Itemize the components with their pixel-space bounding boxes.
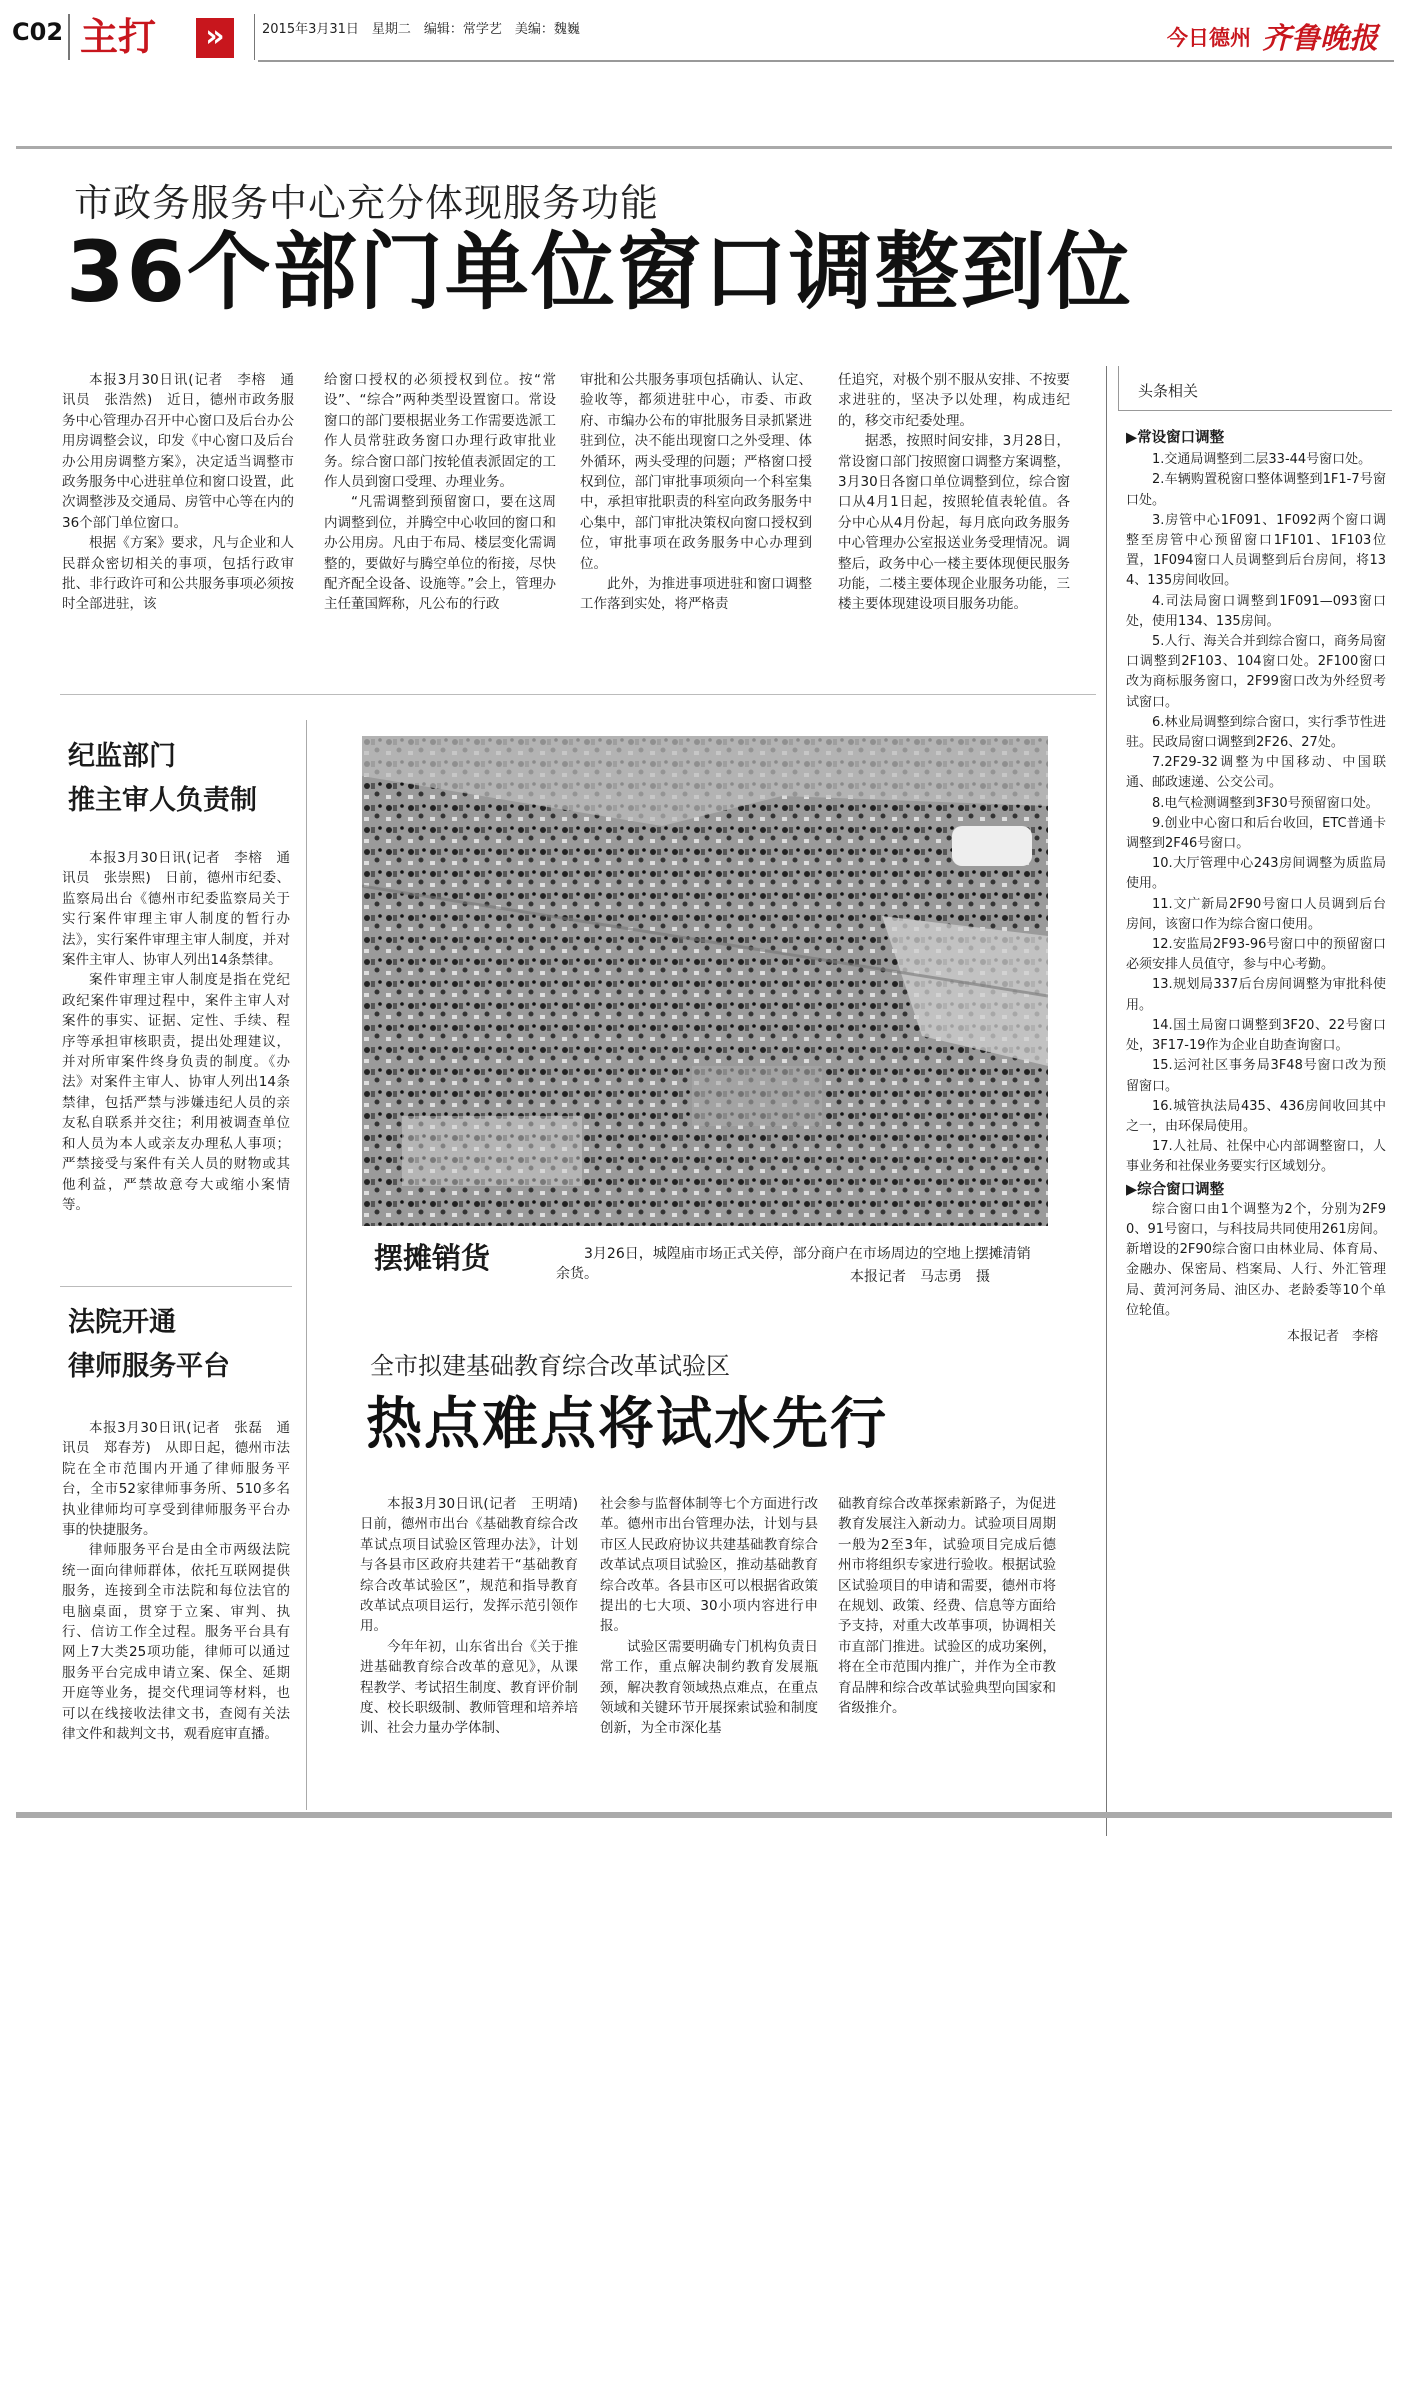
- issue-meta: 2015年3月31日 星期二 编辑：常学艺 美编：魏巍: [262, 22, 580, 37]
- lead-bottom-rule: [60, 694, 1096, 695]
- lead-col3-p1: 审批和公共服务事项包括确认、认定、验收等，都须进驻中心，市委、市政府、市编办公布的审批服务目录抓紧进驻到位，决不能出现窗口之外受理、体外循环，两头受理的问题；严格窗口授权到位，部门审批事项须向一个科室集中，承担审批职责的科室向政务服务中心集中，部门审批决策权向窗口授权到位，审批事项在政务服务中心办理到位。: [580, 372, 812, 572]
- lead-col3-p2: 此外，为推进事项进驻和窗口调整工作落到实处，将严格责: [580, 576, 812, 613]
- sidebar-divider: [1106, 366, 1107, 1836]
- sidebar-item-16: 16.城管执法局435、436房间收回其中之一，由环保局使用。: [1126, 1098, 1386, 1134]
- lead-col-4: [838, 370, 1070, 615]
- education-col-1: [360, 1494, 592, 1739]
- sidebar-item-3: 3.房管中心1F091、1F092两个窗口调整至房管中心预留窗口1F101、1F103位置，1F094窗口人员调整到后台房间，将134、135房间收回。: [1126, 512, 1386, 589]
- market-photo-image: [362, 736, 1048, 1226]
- bottom-rule: [16, 1812, 1392, 1818]
- brand-right: 齐鲁晚报: [1262, 21, 1379, 55]
- court-p1: 本报3月30日讯(记者 张磊 通讯员 郑春芳) 从即日起，德州市法院在全市范围内开通了律师服务平台，全市52家律师事务所、510多名执业律师均可享受到律师服务平台办事的快捷服务。: [62, 1420, 290, 1539]
- education-col3-p1: 础教育综合改革探索新路子，为促进教育发展注入新动力。试验项目周期一般为2至3年，试验项目完成后德州市将组织专家进行验收。根据试验区试验项目的申请和需要，德州市将在规划、政策、经费、信息等方面给予支持，对重大改革事项，协调相关市直部门推进。试验区的成功案例，将在全市范围内推广，并作为全市教育品牌和综合改革试验典型向国家和省级推介。: [838, 1496, 1056, 1717]
- sidebar-comprehensive: 综合窗口由1个调整为2个，分别为2F90、91号窗口，与科技局共同使用261房间。新增设的2F90综合窗口由林业局、体育局、金融办、保密局、档案局、人行、外汇管理局、黄河河务局、油区办、老龄委等10个单位轮值。: [1126, 1201, 1386, 1318]
- education-kicker: 全市拟建基础教育综合改革试验区: [370, 1352, 730, 1380]
- lead-col4-p2: 据悉，按照时间安排，3月28日，常设窗口部门按照窗口调整方案调整，3月30日各窗口单位调整到位，综合窗口从4月1日起，按照轮值表轮值。各分中心从4月份起，每月底向政务服务中心管理办公室报送业务受理情况。调整后，政务中心一楼主要体现便民服务功能，二楼主要体现企业服务功能，三楼主要体现建设项目服务功能。: [838, 433, 1070, 613]
- education-col-2: [600, 1494, 818, 1739]
- lead-col-3: [580, 370, 812, 615]
- discipline-title-2: 推主审人负责制: [68, 785, 257, 816]
- sidebar-item-17: 17.人社局、社保中心内部调整窗口，人事业务和社保业务要实行区域划分。: [1126, 1139, 1386, 1175]
- top-rule: [16, 146, 1392, 149]
- sidebar-item-7: 7.2F29-32调整为中国移动、中国联通、邮政速递、公交公司。: [1126, 755, 1386, 791]
- lead-col2-p1: 给窗口授权的必须授权到位。按“常设”、“综合”两种类型设置窗口。常设窗口的部门要根据业务工作需要选派工作人员常驻政务窗口办理行政审批业务。综合窗口部门按轮值表派固定的工作人员到窗口受理、办理业务。: [324, 372, 556, 491]
- sidebar-item-14: 14.国土局窗口调整到3F20、22号窗口处，3F17-19作为企业自助查询窗口。: [1126, 1017, 1386, 1054]
- court-body: [62, 1418, 290, 1745]
- sidebar-item-5: 5.人行、海关合并到综合窗口，商务局窗口调整到2F103、104窗口处。2F100窗口改为商标服务窗口，2F99窗口改为外经贸考试窗口。: [1126, 634, 1386, 710]
- lead-col-2: [324, 370, 556, 615]
- page-number: C02: [12, 18, 64, 46]
- education-col1-p2: 今年年初，山东省出台《关于推进基础教育综合改革的意见》，从课程教学、考试招生制度、教育评价制度、校长职级制、教师管理和培养培训、社会力量办学体制、: [360, 1638, 578, 1737]
- sidebar-item-9: 9.创业中心窗口和后台收回，ETC普通卡调整到2F46号窗口。: [1126, 815, 1386, 852]
- sidebar-box: [1118, 366, 1392, 1856]
- photo-caption-title: 摆摊销货: [374, 1241, 491, 1275]
- sidebar-label-rule-left: [1118, 366, 1119, 410]
- sidebar-item-10: 10.大厅管理中心243房间调整为质监局使用。: [1126, 856, 1386, 892]
- discipline-p1: 本报3月30日讯(记者 李榕 通讯员 张崇熙) 日前，德州市纪委、监察局出台《德州市纪委监察局关于实行案件审理主审人制度的暂行办法》，实行案件审理主审人制度，并对案件主审人、协审人列出14条禁律。: [62, 850, 290, 969]
- lead-col4-p1: 任追究，对极个别不服从安排、不按要求进驻的，坚决予以处理，构成违纪的，移交市纪委处理。: [838, 372, 1070, 429]
- sidebar-item-13: 13.规划局337后台房间调整为审批科使用。: [1126, 977, 1386, 1013]
- court-title-2: 律师服务平台: [68, 1351, 230, 1382]
- sidebar-section-2: ▶综合窗口调整: [1126, 1181, 1225, 1198]
- brand-left: 今日德州: [1167, 26, 1251, 50]
- court-p2: 律师服务平台是由全市两级法院统一面向律师群体，依托互联网提供服务，连接到全市法院和每位法官的电脑桌面，贯穿于立案、审判、执行、信访工作全过程。服务平台具有网上7大类25项功能，律师可以通过服务平台完成申请立案、保全、延期开庭等业务，提交代理词等材料，也可以在线接收法律文书，查阅有关法律文件和裁判文书，观看庭审直播。: [62, 1542, 290, 1743]
- chevron-double-icon: »: [196, 18, 234, 58]
- header-rule: [258, 60, 1394, 62]
- page-header-divider-2: [254, 14, 255, 60]
- lead-col1-p1: 本报3月30日讯(记者 李榕 通讯员 张浩然) 近日，德州市政务服务中心管理办召开中心窗口及后台办公用房调整会议，印发《中心窗口及后台办公用房调整方案》，决定适当调整市政务服务中心进驻单位和窗口设置，此次调整涉及交通局、房管中心等在内的36个部门单位窗口。: [62, 372, 294, 531]
- section-title: 主打: [80, 15, 157, 59]
- sidebar-item-12: 12.安监局2F93-96号窗口中的预留窗口必须安排人员值守，参与中心考勤。: [1126, 937, 1386, 973]
- sidebar-item-1: 1.交通局调整到二层33-44号窗口处。: [1152, 452, 1372, 468]
- left-col-divider: [306, 720, 307, 1810]
- court-title-1: 法院开通: [68, 1307, 176, 1338]
- lead-col2-p2: “凡需调整到预留窗口，要在这周内调整到位，并腾空中心收回的窗口和办公用房。凡由于布局、楼层变化需调整的，要做好与腾空单位的衔接，尽快配齐配全设备、设施等。”会上，管理办主任董国辉称，凡公布的行政: [324, 494, 556, 613]
- sidebar-item-15: 15.运河社区事务局3F48号窗口改为预留窗口。: [1126, 1058, 1386, 1094]
- sidebar-item-6: 6.林业局调整到综合窗口，实行季节性进驻。民政局窗口调整到2F26、27处。: [1126, 714, 1386, 751]
- sidebar-item-11: 11.文广新局2F90号窗口人员调到后台房间，该窗口作为综合窗口使用。: [1126, 896, 1386, 932]
- sidebar-section-1: ▶常设窗口调整: [1126, 430, 1225, 446]
- discipline-title-1: 纪监部门: [68, 741, 176, 772]
- sidebar-item-8: 8.电气检测调整到3F30号预留窗口处。: [1152, 795, 1379, 811]
- lead-kicker: 市政务服务中心充分体现服务功能: [74, 181, 660, 225]
- lead-col1-p2: 根据《方案》要求，凡与企业和人民群众密切相关的事项，包括行政审批、非行政许可和公共服务事项必须按时全部进驻，该: [62, 535, 294, 613]
- sidebar-item-4: 4.司法局窗口调整到1F091—093窗口处，使用134、135房间。: [1126, 593, 1386, 629]
- left-col-rule: [60, 1286, 292, 1287]
- market-photo: [362, 736, 1048, 1226]
- photo-caption-text: 3月26日，城隍庙市场正式关停，部分商户在市场周边的空地上摆摊清销余货。: [556, 1246, 1031, 1282]
- education-col2-p2: 试验区需要明确专门机构负责日常工作，重点解决制约教育发展瓶颈，解决教育领域热点难点，在重点领域和关键环节开展探索试验和制度创新，为全市深化基: [600, 1638, 818, 1737]
- page-header-divider: [68, 14, 70, 60]
- sidebar-label: 头条相关: [1138, 382, 1199, 400]
- sidebar-item-2: 2.车辆购置税窗口整体调整到1F1-7号窗口处。: [1126, 472, 1386, 508]
- education-headline: 热点难点将试水先行: [366, 1392, 888, 1457]
- sidebar-signature: 本报记者 李榕: [1286, 1328, 1378, 1344]
- discipline-body: [62, 848, 290, 1215]
- sidebar-label-rule: [1118, 410, 1392, 411]
- lead-col-1: [62, 370, 294, 615]
- photo-credit: 本报记者 马志勇 摄: [850, 1269, 990, 1285]
- sidebar-body: [1126, 428, 1386, 1347]
- lead-headline: 36个部门单位窗口调整到位: [66, 223, 1133, 321]
- education-col2-p1: 社会参与监督体制等七个方面进行改革。德州市出台管理办法，计划与县市区人民政府协议共建基础教育综合改革试点项目试验区，推动基础教育综合改革。各县市区可以根据省政策提出的七大项、30小项内容进行申报。: [600, 1496, 818, 1635]
- discipline-p2: 案件审理主审人制度是指在党纪政纪案件审理过程中，案件主审人对案件的事实、证据、定性、手续、程序等承担审核职责，提出处理建议，并对所审案件终身负责的制度。《办法》对案件主审人、协审人列出14条禁律，包括严禁与涉嫌违纪人员的亲友私自联系并交往；利用被调查单位和人员为本人或亲友办理私人事项；严禁接受与案件有关人员的财物或其他利益，严禁故意夸大或缩小案情等。: [62, 972, 290, 1213]
- education-col1-p1: 本报3月30日讯(记者 王明靖) 日前，德州市出台《基础教育综合改革试点项目试验区管理办法》，计划与各县市区政府共建若干“基础教育综合改革试验区”，规范和指导教育改革试点项目运行，发挥示范引领作用。: [360, 1496, 592, 1635]
- education-col-3: [838, 1494, 1056, 1718]
